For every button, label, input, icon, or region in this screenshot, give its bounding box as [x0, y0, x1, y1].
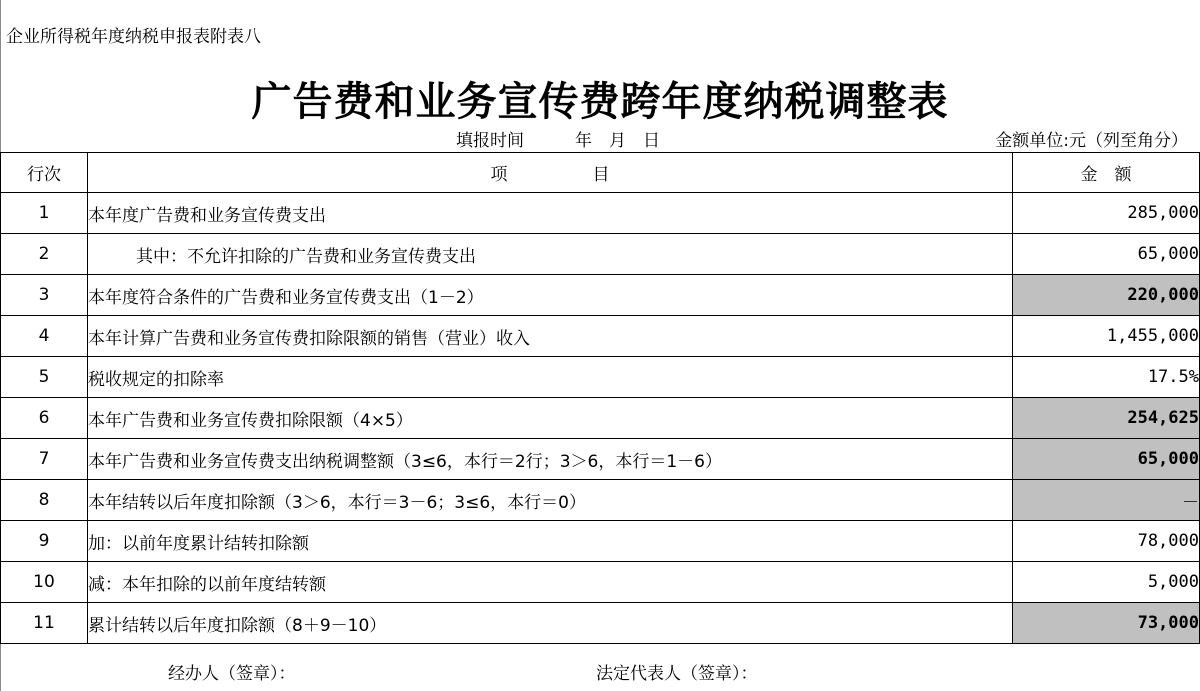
row-number: 6 — [1, 398, 88, 439]
fill-date-label: 填报时间 年 月 日 — [456, 131, 660, 151]
row-number: 10 — [1, 562, 88, 603]
table-row — [1, 562, 1200, 603]
table-row — [1, 398, 1200, 439]
row-number: 9 — [1, 521, 88, 562]
table-header-row — [1, 153, 1200, 193]
row-number: 7 — [1, 439, 88, 480]
row-item: 本年度广告费和业务宣传费支出 — [88, 193, 1013, 234]
legal-rep-signature-label: 法定代表人（签章）： — [596, 664, 758, 684]
row-amount[interactable]: 1,455,000 — [1013, 316, 1200, 357]
row-amount-computed[interactable]: 220,000 — [1013, 275, 1200, 316]
row-amount[interactable]: 17.5% — [1013, 357, 1200, 398]
row-number: 2 — [1, 234, 88, 275]
table-row — [1, 234, 1200, 275]
amount-unit-label: 金额单位:元（列至角分） — [995, 131, 1188, 151]
header-item: 项 目 — [88, 153, 1013, 193]
row-amount[interactable]: 78,000 — [1013, 521, 1200, 562]
row-number: 5 — [1, 357, 88, 398]
row-amount[interactable]: 5,000 — [1013, 562, 1200, 603]
form-title: 广告费和业务宣传费跨年度纳税调整表 — [251, 78, 949, 125]
table-row — [1, 521, 1200, 562]
row-number: 4 — [1, 316, 88, 357]
row-item: 其中：不允许扣除的广告费和业务宣传费支出 — [88, 234, 1013, 275]
row-item: 本年计算广告费和业务宣传费扣除限额的销售（营业）收入 — [88, 316, 1013, 357]
handler-signature-label: 经办人（签章）： — [168, 664, 296, 684]
row-item: 本年广告费和业务宣传费扣除限额（4×5） — [88, 398, 1013, 439]
adjustment-table — [0, 152, 1200, 644]
row-item: 加：以前年度累计结转扣除额 — [88, 521, 1013, 562]
row-item: 本年广告费和业务宣传费支出纳税调整额（3≤6，本行＝2行；3＞6，本行＝1－6） — [88, 439, 1013, 480]
header-amount: 金 额 — [1013, 153, 1200, 193]
row-number: 11 — [1, 603, 88, 644]
table-row — [1, 357, 1200, 398]
form-subtitle: 企业所得税年度纳税申报表附表八 — [6, 27, 261, 47]
row-amount[interactable]: 285,000 — [1013, 193, 1200, 234]
row-amount-computed[interactable]: 254,625 — [1013, 398, 1200, 439]
row-amount-computed[interactable]: 65,000 — [1013, 439, 1200, 480]
table-row — [1, 439, 1200, 480]
row-amount-computed[interactable]: － — [1013, 480, 1200, 521]
table-row — [1, 275, 1200, 316]
row-item: 减：本年扣除的以前年度结转额 — [88, 562, 1013, 603]
row-item: 本年结转以后年度扣除额（3＞6，本行＝3－6；3≤6，本行＝0） — [88, 480, 1013, 521]
table-row — [1, 603, 1200, 644]
table-row — [1, 193, 1200, 234]
row-item: 税收规定的扣除率 — [88, 357, 1013, 398]
table-row — [1, 316, 1200, 357]
row-number: 3 — [1, 275, 88, 316]
row-amount-computed[interactable]: 73,000 — [1013, 603, 1200, 644]
row-amount[interactable]: 65,000 — [1013, 234, 1200, 275]
header-row-number: 行次 — [1, 153, 88, 193]
row-item: 累计结转以后年度扣除额（8＋9－10） — [88, 603, 1013, 644]
table-row — [1, 480, 1200, 521]
row-number: 1 — [1, 193, 88, 234]
row-number: 8 — [1, 480, 88, 521]
row-item: 本年度符合条件的广告费和业务宣传费支出（1－2） — [88, 275, 1013, 316]
